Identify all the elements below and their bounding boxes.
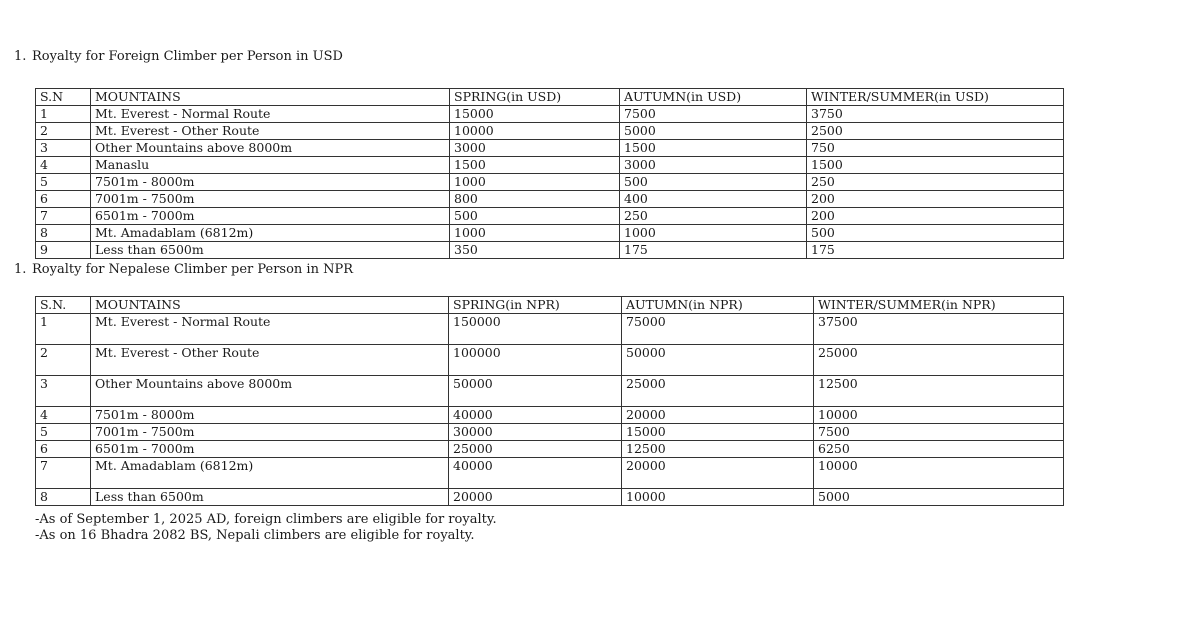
- cell-autumn: 175: [620, 242, 807, 259]
- cell-spring: 1000: [450, 225, 620, 242]
- foreign-royalty-table: [35, 88, 1064, 259]
- cell-autumn: 3000: [620, 157, 807, 174]
- cell-sn: 5: [36, 174, 91, 191]
- cell-sn: 1: [36, 314, 91, 345]
- cell-mountain: 6501m - 7000m: [91, 441, 449, 458]
- note-nepali: -As on 16 Bhadra 2082 BS, Nepali climbers are eligible for royalty.: [35, 528, 475, 543]
- header-mountain: MOUNTAINS: [91, 297, 449, 314]
- cell-winter-summer: 10000: [814, 407, 1064, 424]
- cell-spring: 800: [450, 191, 620, 208]
- cell-autumn: 15000: [622, 424, 814, 441]
- cell-mountain: 7501m - 8000m: [91, 174, 450, 191]
- table-row: [36, 407, 1064, 424]
- cell-mountain: Less than 6500m: [91, 489, 449, 506]
- cell-winter-summer: 3750: [807, 106, 1064, 123]
- cell-mountain: Other Mountains above 8000m: [91, 140, 450, 157]
- table-row: [36, 174, 1064, 191]
- table-row: [36, 191, 1064, 208]
- cell-mountain: Mt. Amadablam (6812m): [91, 225, 450, 242]
- cell-mountain: Other Mountains above 8000m: [91, 376, 449, 407]
- cell-spring: 1000: [450, 174, 620, 191]
- cell-autumn: 25000: [622, 376, 814, 407]
- cell-mountain: Mt. Amadablam (6812m): [91, 458, 449, 489]
- header-spring: SPRING(in USD): [450, 89, 620, 106]
- cell-spring: 40000: [449, 458, 622, 489]
- table-row: [36, 314, 1064, 345]
- cell-winter-summer: 1500: [807, 157, 1064, 174]
- table-row: [36, 225, 1064, 242]
- cell-spring: 500: [450, 208, 620, 225]
- header-mountain: MOUNTAINS: [91, 89, 450, 106]
- cell-sn: 4: [36, 157, 91, 174]
- cell-sn: 6: [36, 441, 91, 458]
- header-winter-summer: WINTER/SUMMER(in USD): [807, 89, 1064, 106]
- cell-winter-summer: 200: [807, 191, 1064, 208]
- cell-winter-summer: 12500: [814, 376, 1064, 407]
- table-row: [36, 106, 1064, 123]
- cell-autumn: 20000: [622, 458, 814, 489]
- notes: [35, 512, 497, 544]
- table-row: [36, 123, 1064, 140]
- nepalese-royalty-table: [35, 296, 1064, 506]
- cell-autumn: 7500: [620, 106, 807, 123]
- cell-spring: 15000: [450, 106, 620, 123]
- table-row: [36, 208, 1064, 225]
- header-row: [36, 297, 1064, 314]
- cell-sn: 7: [36, 208, 91, 225]
- cell-mountain: Mt. Everest - Normal Route: [91, 314, 449, 345]
- header-sn: S.N: [36, 89, 91, 106]
- cell-winter-summer: 750: [807, 140, 1064, 157]
- section-1-heading: [14, 49, 343, 65]
- table-row: [36, 441, 1064, 458]
- nepalese-royalty-table-body: [36, 297, 1064, 506]
- cell-mountain: Mt. Everest - Other Route: [91, 123, 450, 140]
- cell-sn: 5: [36, 424, 91, 441]
- cell-autumn: 400: [620, 191, 807, 208]
- table-row: [36, 424, 1064, 441]
- cell-mountain: 7001m - 7500m: [91, 191, 450, 208]
- cell-spring: 100000: [449, 345, 622, 376]
- cell-autumn: 5000: [620, 123, 807, 140]
- cell-winter-summer: 7500: [814, 424, 1064, 441]
- cell-spring: 3000: [450, 140, 620, 157]
- cell-winter-summer: 2500: [807, 123, 1064, 140]
- cell-autumn: 1000: [620, 225, 807, 242]
- cell-autumn: 250: [620, 208, 807, 225]
- cell-sn: 8: [36, 489, 91, 506]
- cell-autumn: 50000: [622, 345, 814, 376]
- cell-sn: 9: [36, 242, 91, 259]
- section-2-heading: [14, 262, 353, 278]
- cell-mountain: 6501m - 7000m: [91, 208, 450, 225]
- cell-spring: 50000: [449, 376, 622, 407]
- cell-mountain: 7001m - 7500m: [91, 424, 449, 441]
- cell-autumn: 10000: [622, 489, 814, 506]
- cell-winter-summer: 200: [807, 208, 1064, 225]
- header-winter-summer: WINTER/SUMMER(in NPR): [814, 297, 1064, 314]
- table-row: [36, 140, 1064, 157]
- table-row: [36, 345, 1064, 376]
- cell-autumn: 12500: [622, 441, 814, 458]
- cell-sn: 3: [36, 376, 91, 407]
- header-autumn: AUTUMN(in USD): [620, 89, 807, 106]
- cell-sn: 2: [36, 345, 91, 376]
- cell-sn: 3: [36, 140, 91, 157]
- cell-winter-summer: 25000: [814, 345, 1064, 376]
- cell-winter-summer: 175: [807, 242, 1064, 259]
- cell-sn: 7: [36, 458, 91, 489]
- section-2-number: 1.: [14, 262, 27, 277]
- cell-sn: 4: [36, 407, 91, 424]
- cell-spring: 40000: [449, 407, 622, 424]
- cell-autumn: 20000: [622, 407, 814, 424]
- cell-autumn: 500: [620, 174, 807, 191]
- table-row: [36, 157, 1064, 174]
- cell-spring: 150000: [449, 314, 622, 345]
- cell-winter-summer: 37500: [814, 314, 1064, 345]
- cell-winter-summer: 6250: [814, 441, 1064, 458]
- cell-autumn: 75000: [622, 314, 814, 345]
- cell-spring: 350: [450, 242, 620, 259]
- header-spring: SPRING(in NPR): [449, 297, 622, 314]
- cell-mountain: 7501m - 8000m: [91, 407, 449, 424]
- cell-winter-summer: 500: [807, 225, 1064, 242]
- section-1-number: 1.: [14, 49, 27, 64]
- cell-spring: 20000: [449, 489, 622, 506]
- header-sn: S.N.: [36, 297, 91, 314]
- section-2-title: Royalty for Nepalese Climber per Person in NPR: [32, 262, 354, 277]
- cell-spring: 1500: [450, 157, 620, 174]
- cell-sn: 6: [36, 191, 91, 208]
- cell-winter-summer: 10000: [814, 458, 1064, 489]
- cell-mountain: Mt. Everest - Other Route: [91, 345, 449, 376]
- table-row: [36, 458, 1064, 489]
- cell-sn: 8: [36, 225, 91, 242]
- cell-spring: 10000: [450, 123, 620, 140]
- note-foreign: -As of September 1, 2025 AD, foreign climbers are eligible for royalty.: [35, 512, 497, 527]
- header-row: [36, 89, 1064, 106]
- cell-mountain: Mt. Everest - Normal Route: [91, 106, 450, 123]
- cell-sn: 1: [36, 106, 91, 123]
- table-row: [36, 242, 1064, 259]
- cell-spring: 30000: [449, 424, 622, 441]
- cell-winter-summer: 250: [807, 174, 1064, 191]
- header-autumn: AUTUMN(in NPR): [622, 297, 814, 314]
- cell-mountain: Manaslu: [91, 157, 450, 174]
- cell-spring: 25000: [449, 441, 622, 458]
- cell-mountain: Less than 6500m: [91, 242, 450, 259]
- foreign-royalty-table-body: [36, 89, 1064, 259]
- cell-winter-summer: 5000: [814, 489, 1064, 506]
- section-1-title: Royalty for Foreign Climber per Person in USD: [32, 49, 343, 64]
- table-row: [36, 489, 1064, 506]
- cell-autumn: 1500: [620, 140, 807, 157]
- cell-sn: 2: [36, 123, 91, 140]
- table-row: [36, 376, 1064, 407]
